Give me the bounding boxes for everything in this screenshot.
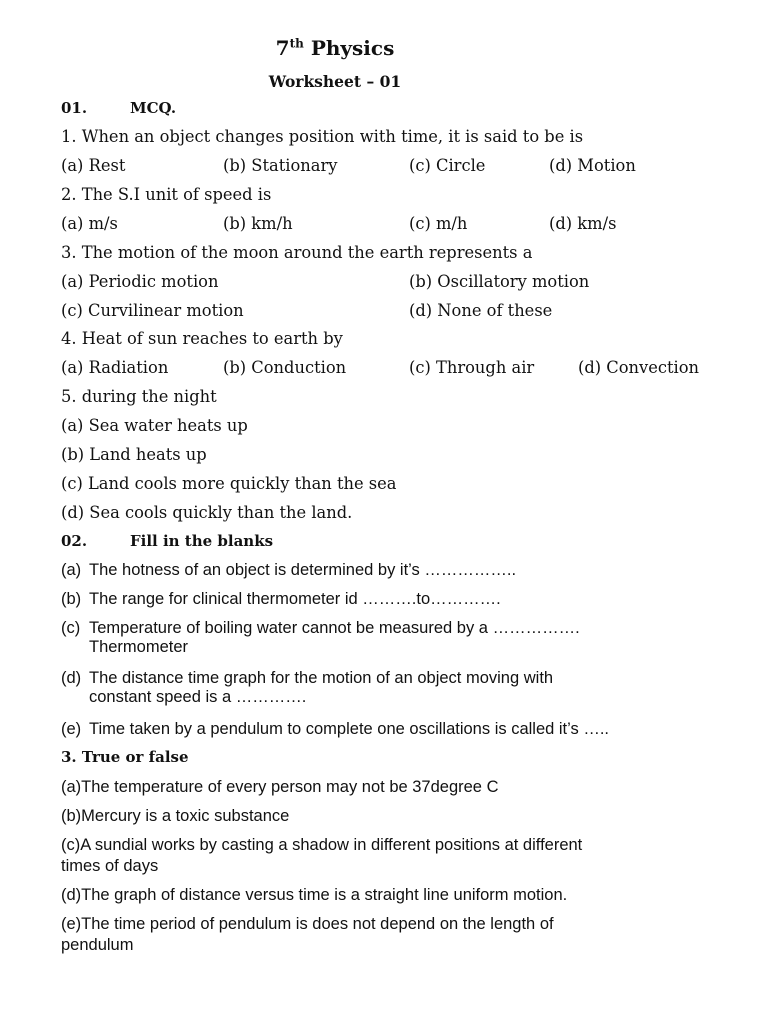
- item-label: (b): [61, 590, 82, 608]
- item-text: The range for clinical thermometer id ……….to………….: [89, 590, 501, 608]
- question-3-options-row1: [61, 272, 751, 294]
- section-number: 02.: [61, 532, 88, 550]
- page-title: [0, 36, 670, 60]
- option-c: (c) Through air: [409, 358, 535, 377]
- option-b: (b) Oscillatory motion: [409, 272, 590, 291]
- item-label: (e): [61, 720, 82, 738]
- fill-blank-b: [61, 590, 501, 609]
- true-false-a: [61, 777, 498, 798]
- question-2: 2. The S.I unit of speed is: [61, 185, 272, 204]
- item-text: Time taken by a pendulum to complete one oscillations is called it’s …..: [89, 720, 610, 738]
- question-2-options: [61, 214, 751, 236]
- item-continuation: constant speed is a ………….: [89, 688, 307, 706]
- question-1: 1. When an object changes position with time, it is said to be is: [61, 127, 584, 146]
- question-5-option-d: (d) Sea cools quickly than the land.: [61, 503, 353, 522]
- item-text: (c)A sundial works by casting a shadow in different positions at different: [61, 836, 583, 854]
- true-false-e: [61, 914, 554, 956]
- option-c: (c) Circle: [409, 156, 486, 175]
- question-1-options: [61, 156, 751, 178]
- option-b: (b) km/h: [223, 214, 293, 233]
- fill-blank-e: [61, 720, 609, 739]
- section-true-false-heading: 3. True or false: [61, 748, 189, 766]
- item-text: (b)Mercury is a toxic substance: [61, 807, 290, 825]
- worksheet-subtitle: Worksheet – 01: [268, 72, 402, 91]
- true-false-d: [61, 885, 567, 906]
- question-5-option-b: (b) Land heats up: [61, 445, 207, 464]
- item-text: Temperature of boiling water cannot be measured by a …………….: [89, 619, 580, 637]
- question-5-option-a: (a) Sea water heats up: [61, 416, 248, 435]
- option-c: (c) m/h: [409, 214, 468, 233]
- question-5: 5. during the night: [61, 387, 217, 406]
- option-a: (a) Rest: [61, 156, 126, 175]
- item-label: (c): [61, 619, 81, 637]
- item-text: (d)The graph of distance versus time is a straight line uniform motion.: [61, 886, 568, 904]
- item-text: (e)The time period of pendulum is does not depend on the length of: [61, 915, 554, 933]
- section-title: MCQ.: [130, 99, 177, 117]
- section-number: 01.: [61, 99, 88, 117]
- item-continuation: pendulum: [61, 936, 134, 954]
- fill-blank-d: [61, 669, 553, 707]
- grade-number: 7: [275, 36, 290, 60]
- option-b: (b) Stationary: [223, 156, 338, 175]
- option-d: (d) km/s: [549, 214, 617, 233]
- section-title: Fill in the blanks: [130, 532, 274, 550]
- option-a: (a) Periodic motion: [61, 272, 219, 291]
- question-4-options: [61, 358, 751, 380]
- subject-name: Physics: [310, 36, 395, 60]
- fill-blank-a: [61, 561, 516, 580]
- option-a: (a) m/s: [61, 214, 118, 233]
- item-continuation: Thermometer: [89, 638, 189, 656]
- fill-blank-c: [61, 619, 580, 657]
- option-d: (d) Convection: [578, 358, 700, 377]
- item-text: The hotness of an object is determined by it’s ……………..: [89, 561, 517, 579]
- grade-suffix: th: [289, 36, 304, 51]
- item-continuation: times of days: [61, 857, 159, 875]
- item-text: (a)The temperature of every person may not be 37degree C: [61, 778, 499, 796]
- question-3: 3. The motion of the moon around the earth represents a: [61, 243, 533, 262]
- question-3-options-row2: [61, 301, 751, 323]
- question-4: 4. Heat of sun reaches to earth by: [61, 329, 343, 348]
- item-label: (d): [61, 669, 82, 687]
- option-d: (d) None of these: [409, 301, 553, 320]
- section-mcq-heading: [61, 99, 176, 117]
- section-fill-blanks-heading: [61, 532, 273, 550]
- true-false-c: [61, 835, 582, 877]
- option-b: (b) Conduction: [223, 358, 347, 377]
- option-d: (d) Motion: [549, 156, 636, 175]
- question-5-option-c: (c) Land cools more quickly than the sea: [61, 474, 397, 493]
- true-false-b: [61, 806, 289, 827]
- option-a: (a) Radiation: [61, 358, 169, 377]
- item-label: (a): [61, 561, 82, 579]
- item-text: The distance time graph for the motion of an object moving with: [89, 669, 554, 687]
- option-c: (c) Curvilinear motion: [61, 301, 244, 320]
